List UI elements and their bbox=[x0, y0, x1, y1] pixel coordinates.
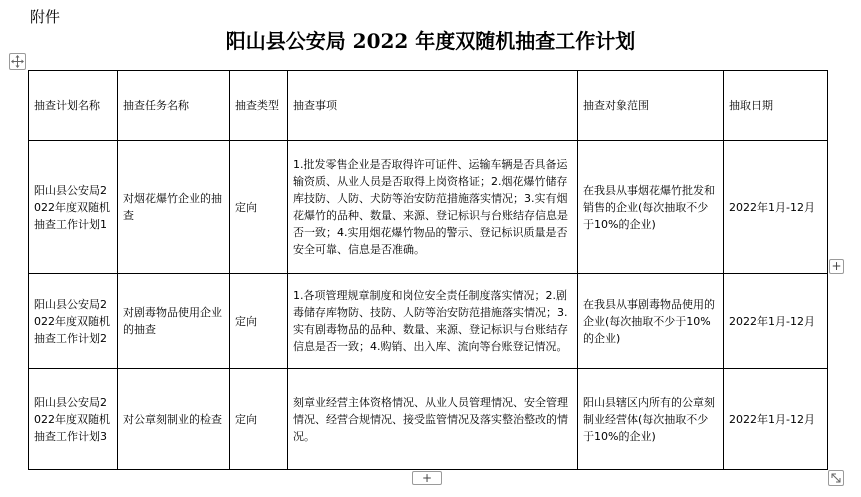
cell-date: 2022年1月-12月 bbox=[724, 141, 828, 274]
attachment-label: 附件 bbox=[30, 8, 61, 26]
table-resize-handle[interactable] bbox=[828, 470, 844, 486]
table-move-handle[interactable] bbox=[9, 53, 26, 70]
header-items: 抽查事项 bbox=[288, 71, 578, 141]
document-title: 阳山县公安局 2022 年度双随机抽查工作计划 bbox=[225, 29, 636, 53]
cell-type: 定向 bbox=[230, 369, 288, 470]
header-task-name: 抽查任务名称 bbox=[118, 71, 230, 141]
cell-scope: 在我县从事剧毒物品使用的企业(每次抽取不少于10%的企业) bbox=[578, 274, 724, 369]
plus-icon: + bbox=[421, 471, 433, 485]
cell-plan-name: 阳山县公安局2022年度双随机抽查工作计划1 bbox=[29, 141, 118, 274]
plus-icon: + bbox=[831, 259, 842, 273]
cell-task-name: 对剧毒物品使用企业的抽查 bbox=[118, 274, 230, 369]
header-type: 抽查类型 bbox=[230, 71, 288, 141]
cell-scope: 阳山县辖区内所有的公章刻制业经营体(每次抽取不少于10%的企业) bbox=[578, 369, 724, 470]
cell-items: 刻章业经营主体资格情况、从业人员管理情况、安全管理情况、经营合规情况、接受监管情况及落实整治整改的情况。 bbox=[288, 369, 578, 470]
table-row bbox=[29, 141, 828, 274]
inspection-plan-table bbox=[28, 70, 828, 470]
table-row bbox=[29, 369, 828, 470]
cell-task-name: 对烟花爆竹企业的抽查 bbox=[118, 141, 230, 274]
cell-items: 1.批发零售企业是否取得许可证件、运输车辆是否具备运输资质、从业人员是否取得上岗资格证；2.烟花爆竹储存库技防、人防、犬防等治安防范措施落实情况；3.实有烟花爆竹的品种、数量、来源、登记标识与台账结存信息是否一致；4.实用烟花爆竹物品的警示、登记标识质量是否安全可靠、信息是否准确。 bbox=[288, 141, 578, 274]
cell-date: 2022年1月-12月 bbox=[724, 274, 828, 369]
cell-scope: 在我县从事烟花爆竹批发和销售的企业(每次抽取不少于10%的企业) bbox=[578, 141, 724, 274]
cell-type: 定向 bbox=[230, 141, 288, 274]
table-header-row bbox=[29, 71, 828, 141]
cell-task-name: 对公章刻制业的检查 bbox=[118, 369, 230, 470]
resize-diagonal-icon bbox=[829, 471, 843, 485]
cell-plan-name: 阳山县公安局2022年度双随机抽查工作计划3 bbox=[29, 369, 118, 470]
header-scope: 抽查对象范围 bbox=[578, 71, 724, 141]
add-row-button[interactable] bbox=[412, 471, 442, 485]
cell-date: 2022年1月-12月 bbox=[724, 369, 828, 470]
header-plan-name: 抽查计划名称 bbox=[29, 71, 118, 141]
add-column-button[interactable] bbox=[829, 259, 844, 274]
move-arrows-icon bbox=[10, 54, 25, 69]
cell-plan-name: 阳山县公安局2022年度双随机抽查工作计划2 bbox=[29, 274, 118, 369]
cell-items: 1.各项管理规章制度和岗位安全责任制度落实情况；2.剧毒储存库物防、技防、人防等治安防范措施落实情况；3.实有剧毒物品的品种、数量、来源、登记标识与台账结存信息是否一致；4.购销、出入库、流向等台账登记情况。 bbox=[288, 274, 578, 369]
cell-type: 定向 bbox=[230, 274, 288, 369]
table-row bbox=[29, 274, 828, 369]
header-date: 抽取日期 bbox=[724, 71, 828, 141]
